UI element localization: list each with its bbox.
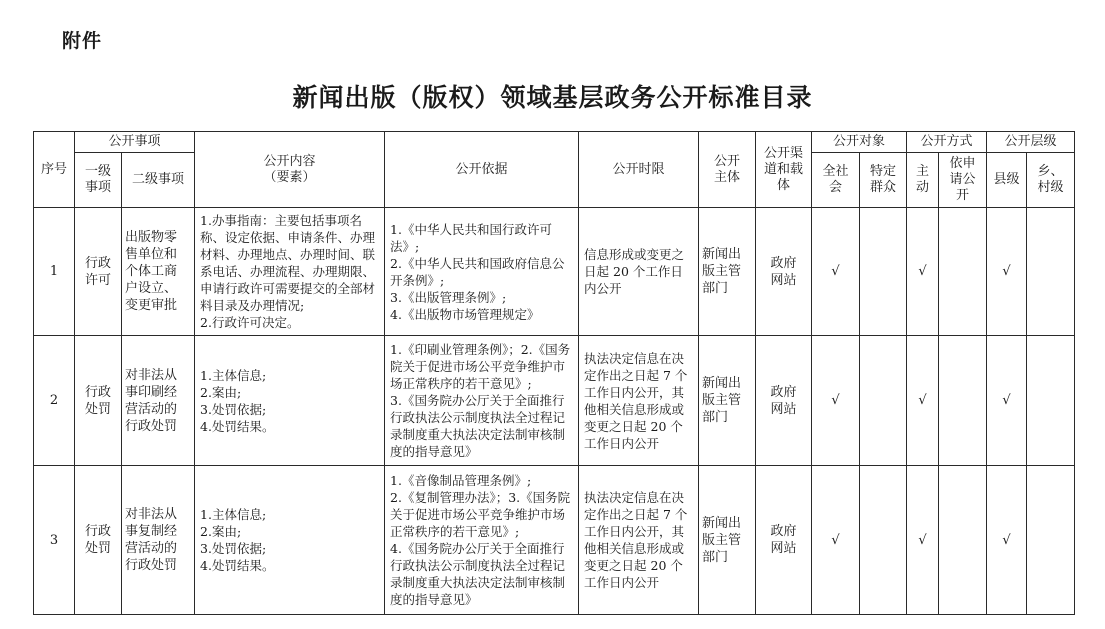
cell-level2: 对非法从 事印刷经 营活动的 行政处罚 <box>122 336 195 466</box>
cell-deadline: 执法决定信息在决定作出之日起 7 个工作日内公开，其他相关信息形成或变更之日起 20 个工作日内公开 <box>579 336 699 466</box>
cell-channel: 政府 网站 <box>756 336 812 466</box>
cell-level1: 行政 处罚 <box>75 336 122 466</box>
cell-basis: 1.《印刷业管理条例》；2.《国务院关于促进市场公平竞争维护市场正常秩序的若干意见》; 3.《国务院办公厅关于全面推行行政执法公示制度执法全过程记录制度重大执法决定法制审核制度的指导意见》 <box>385 336 579 466</box>
attachment-label: 附件 <box>62 30 103 52</box>
cell-level1: 行政 许可 <box>75 208 122 336</box>
header-channel: 公开渠 道和载 体 <box>756 132 812 208</box>
cell-level-township <box>1027 208 1075 336</box>
cell-level-county: √ <box>987 466 1027 615</box>
standard-catalog-table <box>33 131 1075 615</box>
header-target-specific: 特定 群众 <box>860 153 907 208</box>
header-content: 公开内容 （要素） <box>195 132 385 208</box>
cell-subject: 新闻出 版主管 部门 <box>699 208 756 336</box>
cell-method-active: √ <box>907 208 939 336</box>
cell-channel: 政府 网站 <box>756 208 812 336</box>
cell-level-county: √ <box>987 208 1027 336</box>
document-title: 新闻出版（版权）领域基层政务公开标准目录 <box>292 83 813 112</box>
header-deadline: 公开时限 <box>579 132 699 208</box>
header-level-group: 公开层级 <box>987 132 1075 153</box>
cell-method-request <box>939 208 987 336</box>
header-level-county: 县级 <box>987 153 1027 208</box>
table-row <box>34 336 1075 466</box>
cell-level-township <box>1027 336 1075 466</box>
cell-deadline: 信息形成或变更之日起 20 个工作日内公开 <box>579 208 699 336</box>
cell-content: 1.办事指南：主要包括事项名称、设定依据、申请条件、办理材料、办理地点、办理时间、联系电话、办理流程、办理期限、申请行政许可需要提交的全部材料目录及办理情况; 2.行政许可决定。 <box>195 208 385 336</box>
cell-level-township <box>1027 466 1075 615</box>
cell-level1: 行政 处罚 <box>75 466 122 615</box>
header-subject: 公开 主体 <box>699 132 756 208</box>
cell-content: 1.主体信息; 2.案由; 3.处罚依据; 4.处罚结果。 <box>195 466 385 615</box>
cell-method-request <box>939 336 987 466</box>
cell-target-specific <box>860 466 907 615</box>
cell-deadline: 执法决定信息在决定作出之日起 7 个工作日内公开，其他相关信息形成或变更之日起 20 个工作日内公开 <box>579 466 699 615</box>
cell-channel: 政府 网站 <box>756 466 812 615</box>
header-items-group: 公开事项 <box>75 132 195 153</box>
header-level2: 二级事项 <box>122 153 195 208</box>
cell-basis: 1.《中华人民共和国行政许可法》; 2.《中华人民共和国政府信息公开条例》; 3.《出版管理条例》; 4.《出版物市场管理规定》 <box>385 208 579 336</box>
cell-seq: 1 <box>34 208 75 336</box>
cell-content: 1.主体信息; 2.案由; 3.处罚依据; 4.处罚结果。 <box>195 336 385 466</box>
header-row-1 <box>34 132 1075 153</box>
header-target-all: 全社 会 <box>812 153 860 208</box>
cell-seq: 3 <box>34 466 75 615</box>
header-seq: 序号 <box>34 132 75 208</box>
cell-method-active: √ <box>907 466 939 615</box>
cell-target-all: √ <box>812 336 860 466</box>
header-method-group: 公开方式 <box>907 132 987 153</box>
cell-subject: 新闻出 版主管 部门 <box>699 466 756 615</box>
header-target-group: 公开对象 <box>812 132 907 153</box>
header-level1: 一级 事项 <box>75 153 122 208</box>
cell-target-all: √ <box>812 208 860 336</box>
cell-level2: 出版物零 售单位和 个体工商 户设立、 变更审批 <box>122 208 195 336</box>
header-method-request: 依申 请公 开 <box>939 153 987 208</box>
cell-target-specific <box>860 336 907 466</box>
cell-target-all: √ <box>812 466 860 615</box>
cell-basis: 1.《音像制品管理条例》; 2.《复制管理办法》；3.《国务院关于促进市场公平竞争维护市场正常秩序的若干意见》; 4.《国务院办公厅关于全面推行行政执法公示制度执法全过程记录制度重大执法决定法制审核制度的指导意见》 <box>385 466 579 615</box>
cell-level2: 对非法从 事复制经 营活动的 行政处罚 <box>122 466 195 615</box>
header-basis: 公开依据 <box>385 132 579 208</box>
cell-seq: 2 <box>34 336 75 466</box>
table-row <box>34 208 1075 336</box>
cell-method-active: √ <box>907 336 939 466</box>
table-row <box>34 466 1075 615</box>
header-method-active: 主 动 <box>907 153 939 208</box>
cell-method-request <box>939 466 987 615</box>
header-level-township: 乡、 村级 <box>1027 153 1075 208</box>
cell-subject: 新闻出 版主管 部门 <box>699 336 756 466</box>
cell-target-specific <box>860 208 907 336</box>
cell-level-county: √ <box>987 336 1027 466</box>
